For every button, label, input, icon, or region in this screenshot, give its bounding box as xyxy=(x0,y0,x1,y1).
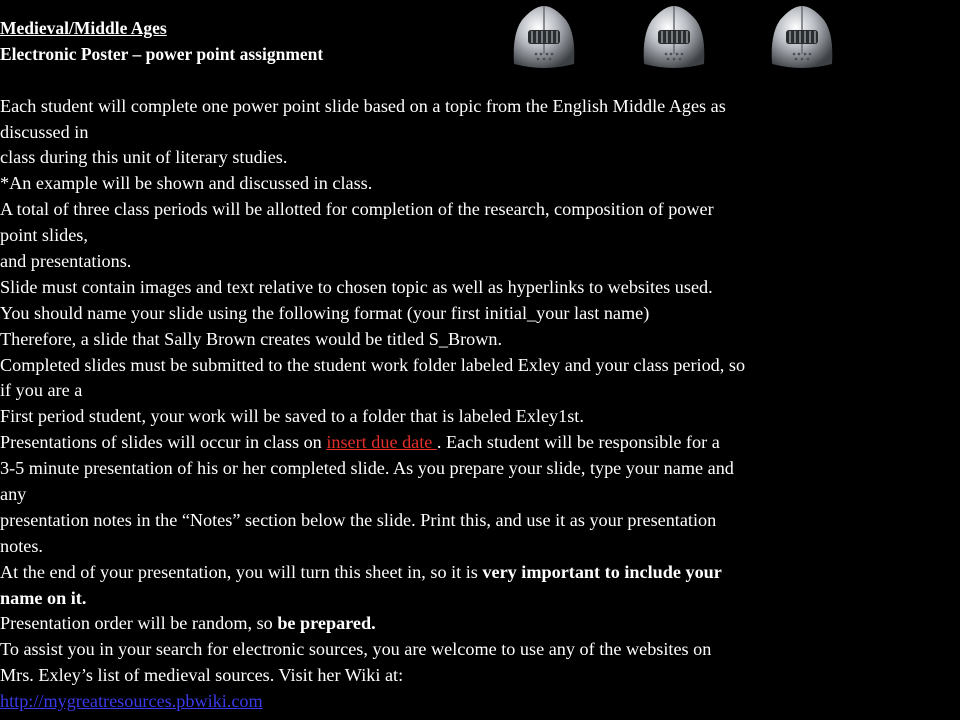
text-run: Presentations of slides will occur in class on xyxy=(0,432,327,453)
bold-text: be prepared. xyxy=(277,613,376,634)
paragraph-line: First period student, your work will be saved to a folder that is labeled Exley1st. xyxy=(0,406,584,427)
paragraph-line: You should name your slide using the following format (your first initial_your last name) xyxy=(0,302,650,323)
paragraph-line: any xyxy=(0,484,27,505)
text-run: . Each student will be responsible for a xyxy=(436,432,720,453)
paragraph-line: Slide must contain images and text relative to chosen topic as well as hyperlinks to websites used. xyxy=(0,276,713,297)
paragraph-line: A total of three class periods will be allotted for completion of the research, composition of power xyxy=(0,199,714,220)
blank-line xyxy=(0,68,960,94)
paragraph-line xyxy=(0,586,960,612)
paragraph-line: and presentations. xyxy=(0,251,132,272)
bold-text: very important to include your xyxy=(482,561,722,582)
document-title: Medieval/Middle Ages xyxy=(0,18,167,38)
paragraph-line: 3-5 minute presentation of his or her completed slide. As you prepare your slide, type your name and xyxy=(0,458,734,479)
wiki-link[interactable]: http://mygreatresources.pbwiki.com xyxy=(0,691,263,712)
paragraph-line: point slides, xyxy=(0,225,88,246)
paragraph-line: Mrs. Exley’s list of medieval sources. Visit her Wiki at: xyxy=(0,665,404,686)
due-date-placeholder: insert due date xyxy=(326,432,437,453)
paragraph-line: Completed slides must be submitted to the student work folder labeled Exley and your class period, so xyxy=(0,354,746,375)
paragraph-line xyxy=(0,560,960,586)
paragraph-line: class during this unit of literary studies. xyxy=(0,147,288,168)
paragraph-line: *An example will be shown and discussed in class. xyxy=(0,173,373,194)
assignment-document xyxy=(0,16,960,715)
document-subtitle: Electronic Poster – power point assignment xyxy=(0,43,324,64)
text-run: Presentation order will be random, so xyxy=(0,613,278,634)
paragraph-line xyxy=(0,689,960,715)
bold-text: name on it. xyxy=(0,587,87,608)
paragraph-line: discussed in xyxy=(0,121,89,142)
paragraph-line: if you are a xyxy=(0,380,83,401)
text-run: At the end of your presentation, you will turn this sheet in, so it is xyxy=(0,561,483,582)
paragraph-line xyxy=(0,430,960,456)
paragraph-line: notes. xyxy=(0,535,43,556)
paragraph-line xyxy=(0,611,960,637)
paragraph-line: Therefore, a slide that Sally Brown creates would be titled S_Brown. xyxy=(0,328,503,349)
paragraph-line: presentation notes in the “Notes” section below the slide. Print this, and use it as your presentation xyxy=(0,509,717,530)
paragraph-line: Each student will complete one power point slide based on a topic from the English Middle Ages as xyxy=(0,95,726,116)
paragraph-line: To assist you in your search for electronic sources, you are welcome to use any of the websites on xyxy=(0,639,712,660)
